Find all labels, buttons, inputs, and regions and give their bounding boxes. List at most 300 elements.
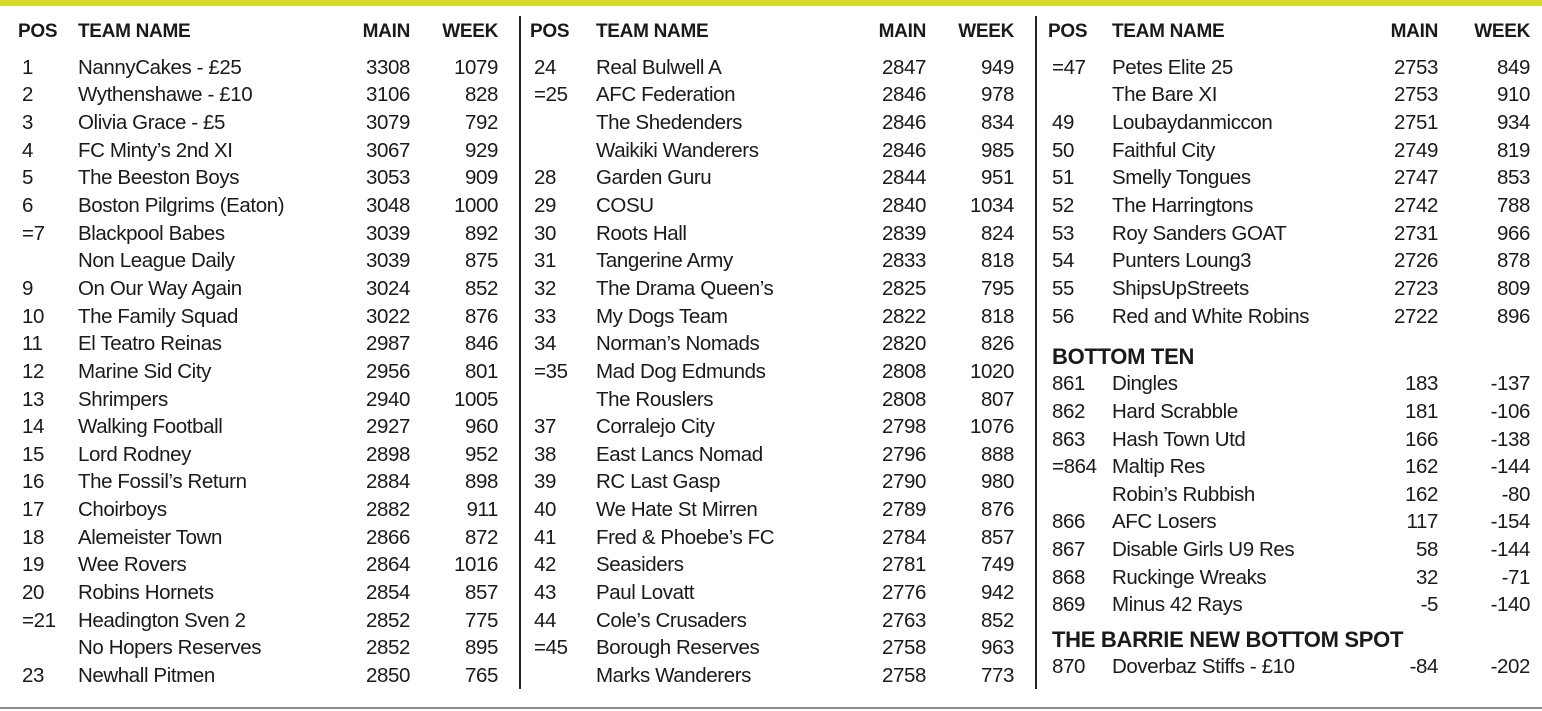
row-week: 749 [980,553,1014,577]
table-row [1048,192,1530,220]
header-team-name: TEAM NAME [1112,21,1225,42]
row-week: 909 [464,166,498,190]
row-pos: 9 [22,276,34,300]
row-pos: 866 [1052,510,1086,534]
row-team-name: Real Bulwell A [596,55,722,79]
row-team-name: Smelly Tongues [1112,166,1251,190]
row-main: 3039 [365,249,410,273]
row-team-name: NannyCakes - £25 [78,55,242,79]
row-main: 3079 [365,111,410,135]
header-pos: POS [530,21,570,42]
row-pos: 16 [22,470,45,494]
row-week: -202 [1490,654,1530,678]
row-main: 2723 [1393,276,1438,300]
row-pos: 51 [1052,166,1075,190]
table-row [530,109,1014,137]
row-main: 3048 [365,194,410,218]
table-row [1048,82,1530,110]
row-week: 876 [464,304,498,328]
row-team-name: The Harringtons [1112,194,1253,218]
row-pos: 14 [22,415,45,439]
row-week: 1005 [453,387,498,411]
row-team-name: El Teatro Reinas [78,332,222,356]
row-week: 826 [980,332,1014,356]
table-row [18,386,498,414]
row-main: 2854 [365,580,410,604]
table-row [1048,275,1530,303]
table-row [1048,165,1530,193]
row-main: 32 [1415,565,1438,589]
table-row [530,607,1014,635]
row-team-name: Alemeister Town [78,525,223,549]
table-row [1048,509,1530,537]
row-pos: 38 [534,442,557,466]
row-pos: =47 [1052,55,1086,79]
table-row [18,413,498,441]
rows-bottom-ten [1048,370,1530,619]
table-row [1048,592,1530,620]
row-pos: 37 [534,415,557,439]
row-team-name: Robins Hornets [78,580,214,604]
row-team-name: My Dogs Team [596,304,728,328]
row-week: 876 [980,498,1014,522]
column-header [1048,10,1530,54]
table-row [18,330,498,358]
row-pos: 23 [22,663,45,687]
row-main: 2833 [881,249,926,273]
row-pos: 3 [22,111,34,135]
row-week: 963 [980,636,1014,660]
row-week: 846 [464,332,498,356]
row-pos: 29 [534,194,557,218]
row-pos: 54 [1052,249,1075,273]
row-team-name: Roy Sanders GOAT [1112,221,1287,245]
row-team-name: Boston Pilgrims (Eaton) [78,194,285,218]
row-week: -144 [1490,538,1530,562]
row-week: -144 [1490,455,1530,479]
row-team-name: We Hate St Mirren [596,498,758,522]
row-pos: 30 [534,221,557,245]
row-week: 819 [1496,138,1530,162]
row-main: 2850 [365,663,410,687]
row-main: 2820 [881,332,926,356]
header-week: WEEK [1474,21,1530,42]
row-team-name: Hard Scrabble [1112,399,1238,423]
row-team-name: Garden Guru [596,166,712,190]
row-main: 2825 [881,276,926,300]
table-row [530,496,1014,524]
row-week: 775 [464,608,498,632]
table-row [18,469,498,497]
row-main: 2846 [881,138,926,162]
row-team-name: Roots Hall [596,221,687,245]
row-pos: 32 [534,276,557,300]
row-team-name: Mad Dog Edmunds [596,359,766,383]
row-team-name: Newhall Pitmen [78,663,215,687]
row-week: 818 [980,304,1014,328]
row-team-name: The Rouslers [596,387,714,411]
row-main: -84 [1409,654,1438,678]
table-row [18,303,498,331]
table-row [18,82,498,110]
table-row [18,54,498,82]
row-week: 818 [980,249,1014,273]
row-team-name: COSU [596,194,654,218]
table-row [18,275,498,303]
row-main: 2839 [881,221,926,245]
row-team-name: RC Last Gasp [596,470,720,494]
row-main: 2852 [365,636,410,660]
table-row [1048,398,1530,426]
row-main: 2722 [1393,304,1438,328]
row-week: 807 [980,387,1014,411]
row-main: 2751 [1393,111,1438,135]
row-team-name: AFC Losers [1112,510,1217,534]
row-pos: 863 [1052,427,1086,451]
table-row [530,82,1014,110]
row-team-name: The Bare XI [1112,83,1217,107]
row-main: 2847 [881,55,926,79]
row-main: 2753 [1393,83,1438,107]
row-main: 2742 [1393,194,1438,218]
row-week: 895 [464,636,498,660]
row-pos: 42 [534,553,557,577]
row-pos: =864 [1052,455,1097,479]
row-team-name: The Drama Queen’s [596,276,774,300]
row-team-name: Shrimpers [78,387,168,411]
row-main: 2808 [881,359,926,383]
row-team-name: Marks Wanderers [596,663,751,687]
row-main: 2789 [881,498,926,522]
row-week: 942 [980,580,1014,604]
row-main: 2798 [881,415,926,439]
row-team-name: FC Minty’s 2nd XI [78,138,233,162]
row-week: 857 [464,580,498,604]
row-week: 929 [464,138,498,162]
row-main: 2882 [365,498,410,522]
row-week: 852 [980,608,1014,632]
row-team-name: Wee Rovers [78,553,187,577]
table-row [1048,303,1530,331]
row-main: 2753 [1393,55,1438,79]
row-pos: 18 [22,525,45,549]
row-week: 1079 [453,55,498,79]
table-row [1048,653,1530,681]
row-team-name: Lord Rodney [78,442,191,466]
header-pos: POS [18,21,58,42]
row-week: 1034 [969,194,1014,218]
row-week: 949 [980,55,1014,79]
row-team-name: Petes Elite 25 [1112,55,1233,79]
row-team-name: On Our Way Again [78,276,242,300]
header-week: WEEK [442,21,498,42]
table-row [530,303,1014,331]
row-team-name: Doverbaz Stiffs - £10 [1112,654,1295,678]
header-team-name: TEAM NAME [78,21,191,42]
rows-col1 [18,54,498,690]
row-pos: 52 [1052,194,1075,218]
row-week: 872 [464,525,498,549]
row-week: 801 [464,359,498,383]
row-team-name: Faithful City [1112,138,1216,162]
row-pos: 33 [534,304,557,328]
row-pos: 41 [534,525,557,549]
row-team-name: Ruckinge Wreaks [1112,565,1267,589]
row-team-name: Minus 42 Rays [1112,593,1243,617]
row-pos: 5 [22,166,34,190]
row-week: 824 [980,221,1014,245]
row-main: 2898 [365,442,410,466]
row-team-name: Paul Lovatt [596,580,695,604]
table-column-3 [1048,10,1530,681]
row-team-name: Choirboys [78,498,167,522]
row-week: 1000 [453,194,498,218]
row-main: 2822 [881,304,926,328]
row-team-name: Cole’s Crusaders [596,608,747,632]
row-team-name: The Fossil’s Return [78,470,247,494]
row-main: 2956 [365,359,410,383]
row-main: 3024 [365,276,410,300]
row-main: 2781 [881,553,926,577]
row-main: 2866 [365,525,410,549]
row-pos: 44 [534,608,557,632]
row-team-name: Loubaydanmiccon [1112,111,1273,135]
row-pos: 2 [22,83,34,107]
row-main: 2846 [881,111,926,135]
table-row [530,330,1014,358]
row-main: 2796 [881,442,926,466]
row-week: -140 [1490,593,1530,617]
rows-bottom-spot [1048,653,1530,681]
row-main: 166 [1404,427,1438,451]
row-team-name: Dingles [1112,372,1178,396]
row-pos: 11 [22,332,43,356]
row-main: 2731 [1393,221,1438,245]
table-row [1048,370,1530,398]
header-week: WEEK [958,21,1014,42]
bottom-ten-title: BOTTOM TEN [1052,344,1195,370]
row-team-name: Corralejo City [596,415,715,439]
row-week: 857 [980,525,1014,549]
row-week: 888 [980,442,1014,466]
row-pos: 6 [22,194,34,218]
row-main: 117 [1406,510,1438,534]
row-week: 809 [1496,276,1530,300]
table-row [18,220,498,248]
row-main: 162 [1404,482,1438,506]
row-week: 911 [466,498,498,522]
table-row [530,579,1014,607]
row-week: 1076 [969,415,1014,439]
top-accent-rule [0,0,1542,6]
table-row [530,275,1014,303]
table-row [530,358,1014,386]
table-row [530,192,1014,220]
row-pos: =45 [534,636,568,660]
row-pos: 10 [22,304,45,328]
table-row [530,220,1014,248]
row-team-name: Waikiki Wanderers [596,138,759,162]
table-row [18,441,498,469]
row-team-name: Tangerine Army [596,249,733,273]
row-week: -138 [1490,427,1530,451]
row-week: 952 [464,442,498,466]
table-row [1048,54,1530,82]
row-main: 2927 [365,415,410,439]
table-row [18,247,498,275]
row-week: 834 [980,111,1014,135]
row-main: 3039 [365,221,410,245]
row-week: 765 [464,663,498,687]
row-pos: 50 [1052,138,1075,162]
row-main: 2840 [881,194,926,218]
row-main: 2726 [1393,249,1438,273]
row-main: 2758 [881,663,926,687]
row-team-name: Punters Loung3 [1112,249,1252,273]
row-pos: 15 [22,442,45,466]
table-row [18,552,498,580]
rows-col2 [530,54,1014,690]
row-pos: 43 [534,580,557,604]
row-pos: 56 [1052,304,1075,328]
table-row [1048,109,1530,137]
table-row [530,552,1014,580]
table-row [1048,536,1530,564]
row-pos: 867 [1052,538,1086,562]
row-pos: 17 [22,498,45,522]
row-pos: 53 [1052,221,1075,245]
row-team-name: AFC Federation [596,83,736,107]
row-team-name: ShipsUpStreets [1112,276,1249,300]
row-pos: 34 [534,332,557,356]
table-row [18,358,498,386]
row-week: 910 [1496,83,1530,107]
row-main: 162 [1404,455,1438,479]
row-team-name: East Lancs Nomad [596,442,763,466]
row-team-name: Red and White Robins [1112,304,1310,328]
row-week: -137 [1490,372,1530,396]
row-pos: 28 [534,166,557,190]
row-week: 773 [980,663,1014,687]
row-team-name: Marine Sid City [78,359,211,383]
row-team-name: Headington Sven 2 [78,608,246,632]
row-pos: 24 [534,55,557,79]
table-row [530,413,1014,441]
row-pos: 19 [22,553,45,577]
row-week: 951 [980,166,1014,190]
row-main: -5 [1420,593,1438,617]
row-team-name: Walking Football [78,415,223,439]
row-team-name: Norman’s Nomads [596,332,760,356]
row-pos: 4 [22,138,34,162]
row-team-name: Maltip Res [1112,455,1205,479]
row-main: 2776 [881,580,926,604]
row-main: 3067 [365,138,410,162]
row-team-name: Borough Reserves [596,636,760,660]
row-pos: =7 [22,221,45,245]
row-team-name: Seasiders [596,553,684,577]
row-main: 2763 [881,608,926,632]
row-main: 183 [1404,372,1438,396]
row-main: 2808 [881,387,926,411]
table-row [18,192,498,220]
column-header [18,10,498,54]
table-column-1 [18,10,498,690]
table-row [530,137,1014,165]
rows-col3 [1048,54,1530,330]
column-divider [519,16,521,689]
row-week: 898 [464,470,498,494]
table-row [530,662,1014,690]
table-row [1048,426,1530,454]
table-row [1048,453,1530,481]
row-main: 181 [1404,399,1438,423]
row-main: 2884 [365,470,410,494]
row-pos: 40 [534,498,557,522]
row-week: 934 [1496,111,1530,135]
table-row [18,607,498,635]
row-pos: 31 [534,249,557,273]
row-week: 1020 [969,359,1014,383]
row-pos: 869 [1052,593,1086,617]
bottom-rule [0,707,1542,709]
row-main: 2864 [365,553,410,577]
table-row [530,441,1014,469]
row-pos: 39 [534,470,557,494]
row-main: 2758 [881,636,926,660]
row-team-name: Wythenshawe - £10 [78,83,253,107]
row-team-name: Robin’s Rubbish [1112,482,1255,506]
table-row [18,496,498,524]
row-pos: 20 [22,580,45,604]
row-pos: 55 [1052,276,1075,300]
row-week: 853 [1496,166,1530,190]
row-week: 852 [464,276,498,300]
table-row [1048,247,1530,275]
row-pos: =25 [534,83,568,107]
row-week: 849 [1496,55,1530,79]
row-team-name: The Beeston Boys [78,166,240,190]
table-row [530,524,1014,552]
table-row [530,165,1014,193]
row-week: -71 [1501,565,1530,589]
row-team-name: Non League Daily [78,249,235,273]
row-week: 892 [464,221,498,245]
header-pos: POS [1048,21,1088,42]
row-week: 960 [464,415,498,439]
row-main: 2747 [1393,166,1438,190]
row-team-name: Hash Town Utd [1112,427,1246,451]
table-row [1048,137,1530,165]
table-row [1048,564,1530,592]
table-row [18,579,498,607]
row-main: 2987 [365,332,410,356]
row-main: 2784 [881,525,926,549]
table-row [530,634,1014,662]
header-team-name: TEAM NAME [596,21,709,42]
row-main: 58 [1415,538,1438,562]
bottom-spot-title: THE BARRIE NEW BOTTOM SPOT [1052,627,1404,653]
row-main: 2852 [365,608,410,632]
header-main: MAIN [362,21,410,42]
row-pos: 870 [1052,654,1086,678]
row-main: 2749 [1393,138,1438,162]
table-row [18,524,498,552]
table-row [18,662,498,690]
row-week: 980 [980,470,1014,494]
table-column-2 [530,10,1014,690]
table-row [530,469,1014,497]
